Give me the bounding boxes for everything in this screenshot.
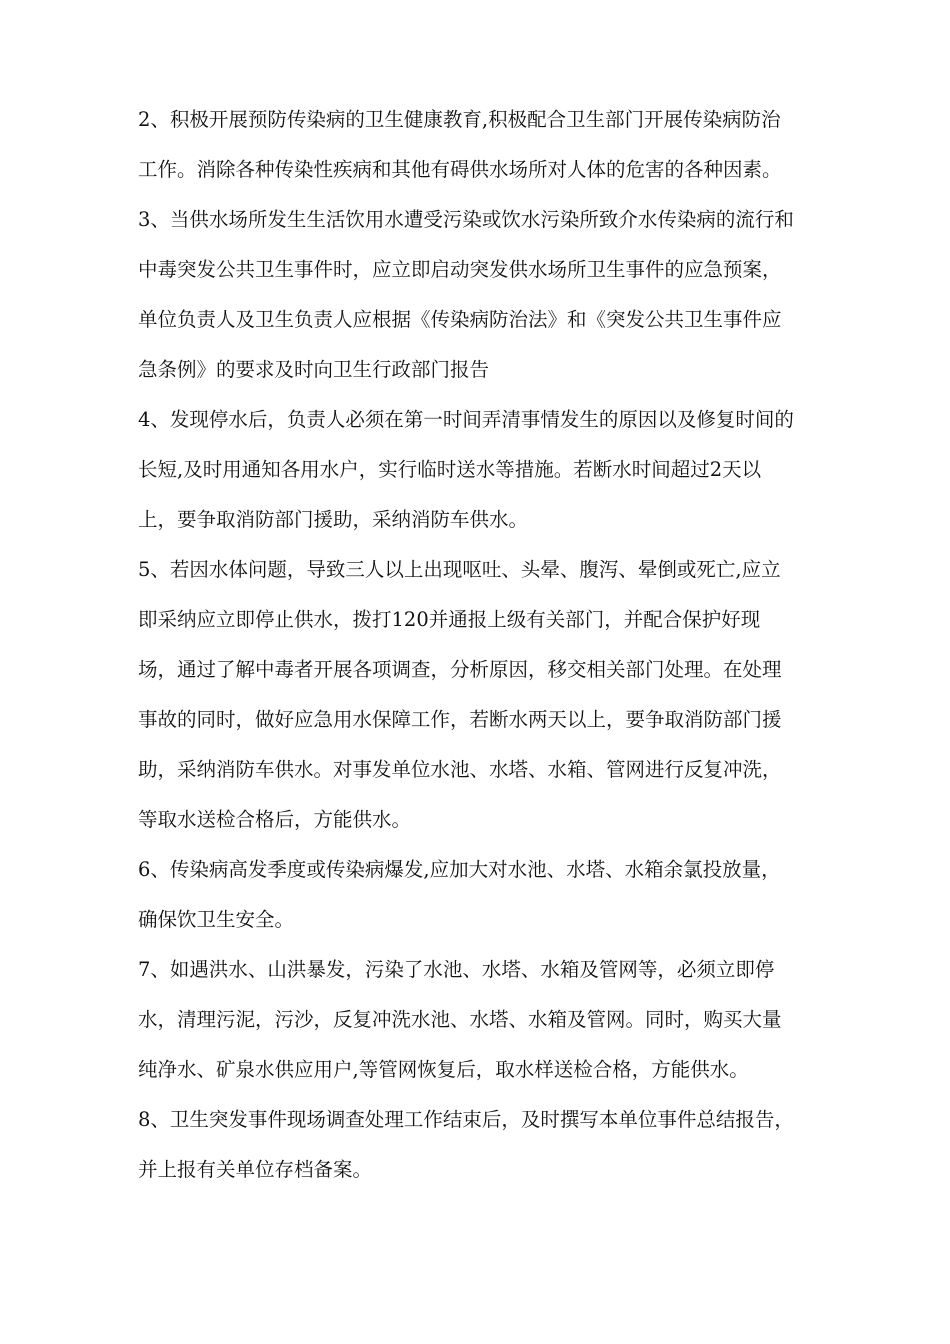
paragraph-item-5 [138, 545, 818, 845]
paragraph-item-8 [138, 1095, 818, 1195]
text-line: 水，清理污泥，污沙，反复冲洗水池、水塔、水箱及管网。同时，购买大量 [138, 1008, 782, 1031]
document-body [138, 95, 818, 1195]
text-line: 3、当供水场所发生生活饮用水遭受污染或饮水污染所致介水传染病的流行和 [138, 208, 794, 231]
text-line: 单位负责人及卫生负责人应根据《传染病防治法》和《突发公共卫生事件应 [138, 308, 782, 331]
paragraph-item-6 [138, 845, 818, 945]
text-line: 等取水送检合格后，方能供水。 [138, 808, 412, 831]
text-line: 2、积极开展预防传染病的卫生健康教育,积极配合卫生部门开展传染病防治 [138, 108, 781, 131]
text-line: 7、如遇洪水、山洪暴发，污染了水池、水塔、水箱及管网等，必须立即停 [138, 958, 775, 981]
text-line: 6、传染病高发季度或传染病爆发,应加大对水池、水塔、水箱余氯投放量， [138, 858, 781, 881]
text-line: 确保饮卫生安全。 [138, 908, 295, 931]
text-line: 事故的同时，做好应急用水保障工作，若断水两天以上，要争取消防部门援 [138, 708, 782, 731]
text-line: 助，采纳消防车供水。对事发单位水池、水塔、水箱、管网进行反复冲洗， [138, 758, 782, 781]
text-line: 并上报有关单位存档备案。 [138, 1158, 373, 1181]
paragraph-item-7 [138, 945, 818, 1095]
text-line: 4、发现停水后，负责人必须在第一时间弄清事情发生的原因以及修复时间的 [138, 408, 794, 431]
text-line: 上，要争取消防部门援助，采纳消防车供水。 [138, 508, 529, 531]
text-line: 即采纳应立即停止供水，拨打120并通报上级有关部门，并配合保护好现 [138, 608, 761, 631]
text-line: 长短,及时用通知各用水户，实行临时送水等措施。若断水时间超过2天以 [138, 458, 762, 481]
text-line: 急条例》的要求及时向卫生行政部门报告 [138, 358, 490, 381]
paragraph-item-3 [138, 195, 818, 395]
text-line: 8、卫生突发事件现场调查处理工作结束后，及时撰写本单位事件总结报告， [138, 1108, 794, 1131]
paragraph-item-2 [138, 95, 818, 195]
text-line: 纯净水、矿泉水供应用户,等管网恢复后，取水样送检合格，方能供水。 [138, 1058, 749, 1081]
text-line: 场，通过了解中毒者开展各项调查，分析原因，移交相关部门处理。在处理 [138, 658, 782, 681]
paragraph-item-4 [138, 395, 818, 545]
text-line: 5、若因水体问题，导致三人以上出现呕吐、头晕、腹泻、晕倒或死亡,应立 [138, 558, 781, 581]
text-line: 中毒突发公共卫生事件时，应立即启动突发供水场所卫生事件的应急预案， [138, 258, 782, 281]
text-line: 工作。消除各种传染性疾病和其他有碍供水场所对人体的危害的各种因素。 [138, 158, 782, 181]
